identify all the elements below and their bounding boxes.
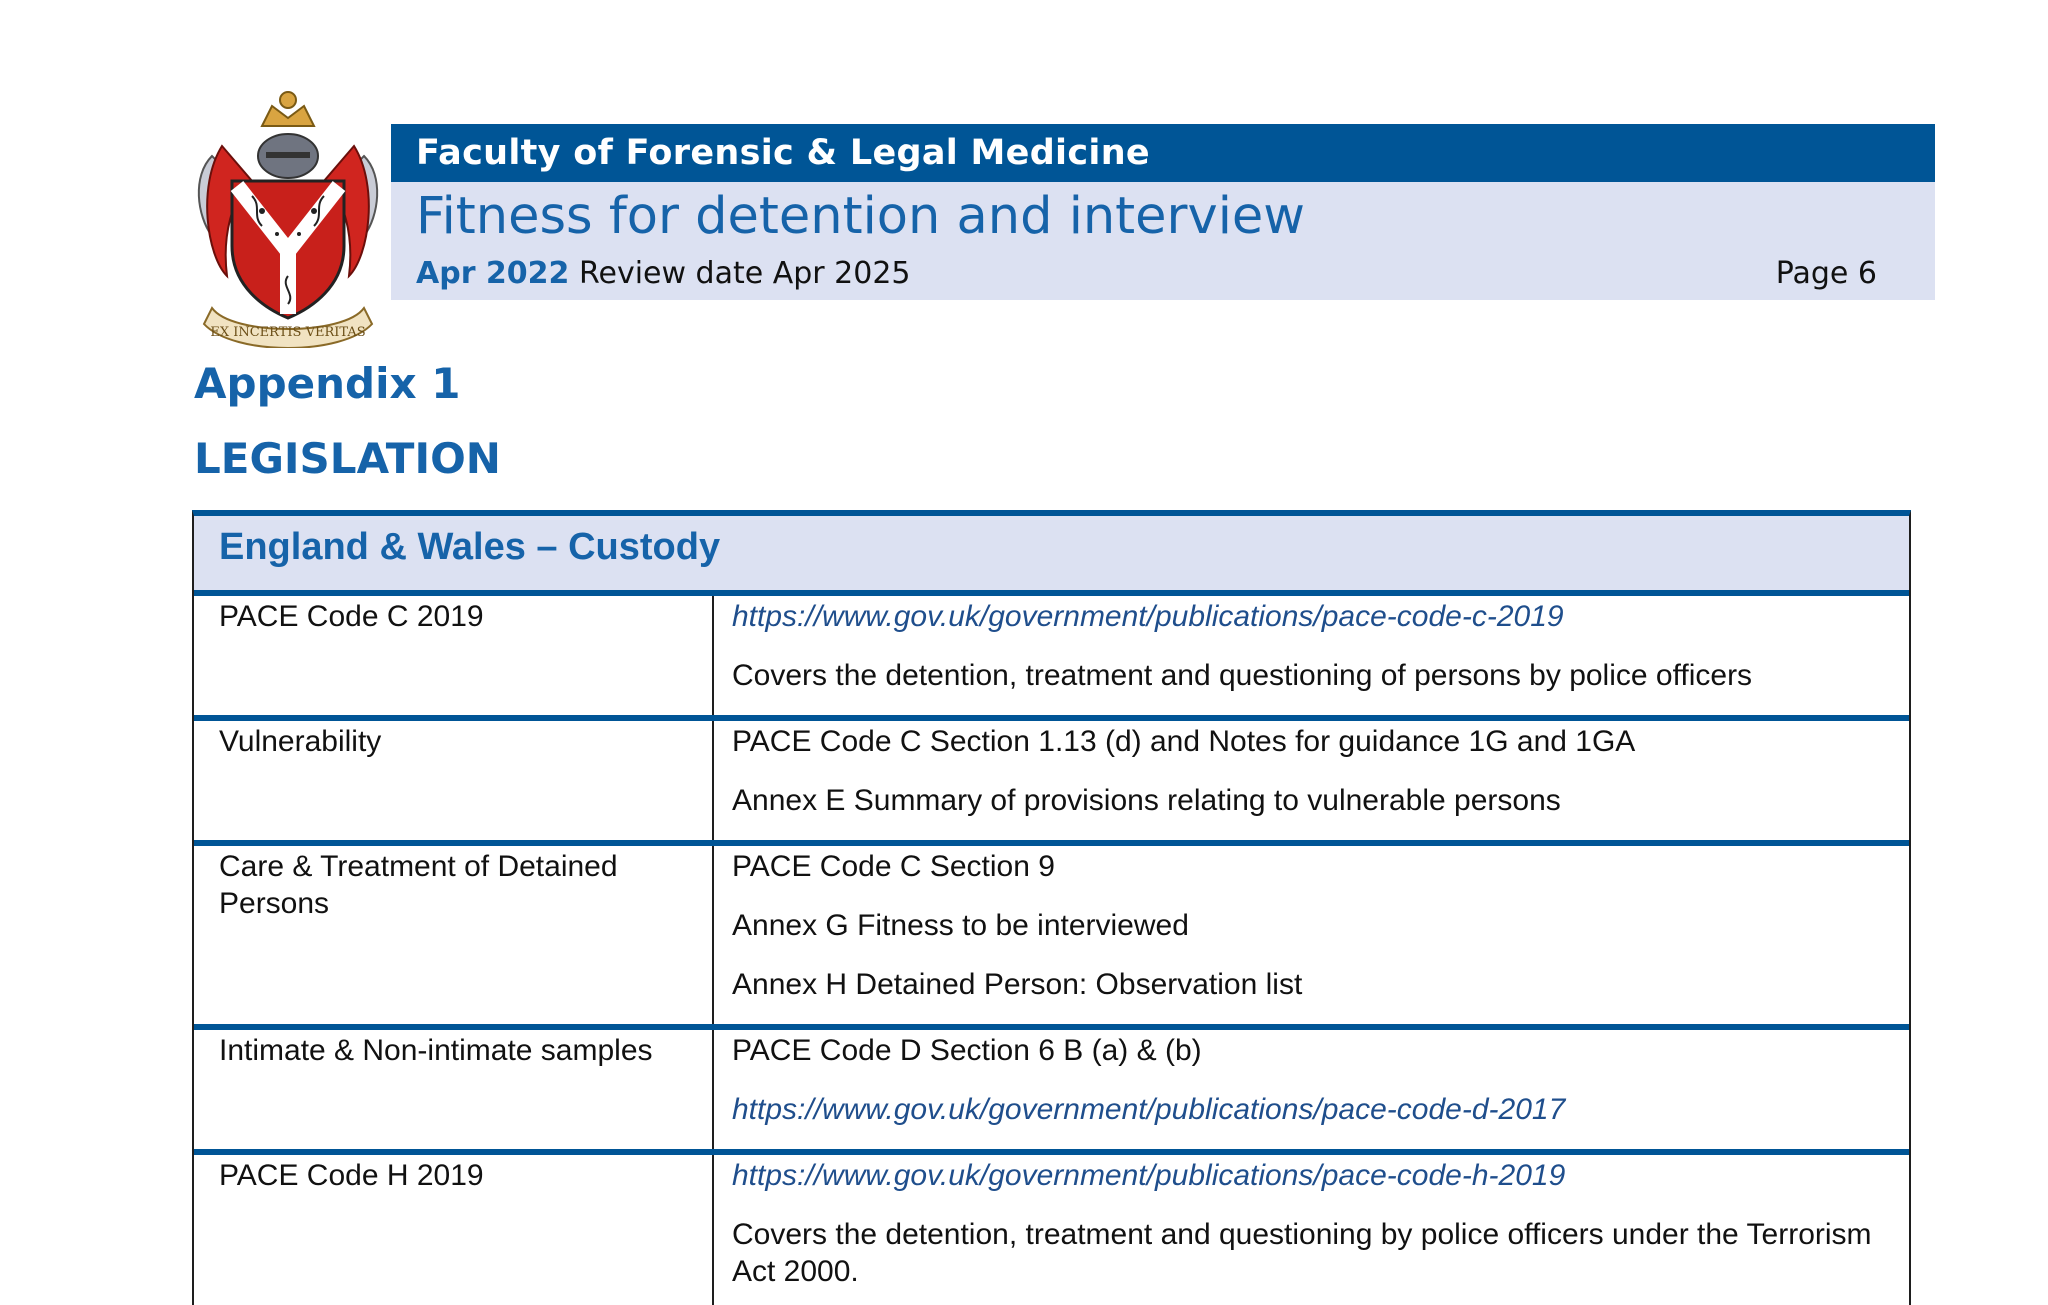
organization-name: Faculty of Forensic & Legal Medicine xyxy=(416,133,1150,173)
pace-code-d-link[interactable]: https://www.gov.uk/government/publications/pace-code-d-2017 xyxy=(732,1093,1566,1126)
row-text: PACE Code C Section 9 xyxy=(732,850,1055,883)
pace-code-c-link[interactable]: https://www.gov.uk/government/publications/pace-code-c-2019 xyxy=(732,600,1564,633)
row-text: PACE Code C Section 1.13 (d) and Notes for guidance 1G and 1GA xyxy=(732,725,1636,758)
organization-banner xyxy=(391,124,1935,182)
review-date: Review date Apr 2025 xyxy=(578,256,911,291)
row-label: Intimate & Non-intimate samples xyxy=(194,1030,714,1149)
table-row xyxy=(194,1030,1909,1155)
table-heading: England & Wales – Custody xyxy=(194,516,1909,596)
table-row xyxy=(194,846,1909,1030)
legislation-heading: LEGISLATION xyxy=(194,434,501,483)
row-label: PACE Code C 2019 xyxy=(194,596,714,715)
row-content xyxy=(714,1030,1909,1149)
pace-code-h-link[interactable]: https://www.gov.uk/government/publications/pace-code-h-2019 xyxy=(732,1159,1566,1192)
row-text: PACE Code D Section 6 B (a) & (b) xyxy=(732,1034,1202,1067)
legislation-table xyxy=(192,510,1911,1305)
row-text: Covers the detention, treatment and questioning of persons by police officers xyxy=(732,659,1753,692)
row-label: Vulnerability xyxy=(194,721,714,840)
appendix-heading: Appendix 1 xyxy=(194,359,461,408)
row-text: Annex E Summary of provisions relating to vulnerable persons xyxy=(732,784,1561,817)
published-date: Apr 2022 xyxy=(416,256,570,291)
document-dates xyxy=(416,254,911,294)
row-text: Covers the detention, treatment and questioning by police officers under the Terrorism Act 2000. xyxy=(732,1218,1872,1288)
row-content xyxy=(714,846,1909,1024)
document-title: Fitness for detention and interview xyxy=(416,187,1305,246)
document-title-band xyxy=(391,182,1935,300)
row-content xyxy=(714,596,1909,715)
table-row xyxy=(194,596,1909,721)
crest-motto: EX INCERTIS VERITAS xyxy=(210,325,366,340)
row-label: PACE Code H 2019 xyxy=(194,1155,714,1305)
row-text: Annex G Fitness to be interviewed xyxy=(732,909,1189,942)
row-text: Annex H Detained Person: Observation list xyxy=(732,968,1303,1001)
page-number: Page 6 xyxy=(1775,256,1877,291)
table-row xyxy=(194,721,1909,846)
row-content xyxy=(714,721,1909,840)
faculty-crest-logo xyxy=(192,86,384,348)
row-label: Care & Treatment of Detained Persons xyxy=(194,846,714,1024)
